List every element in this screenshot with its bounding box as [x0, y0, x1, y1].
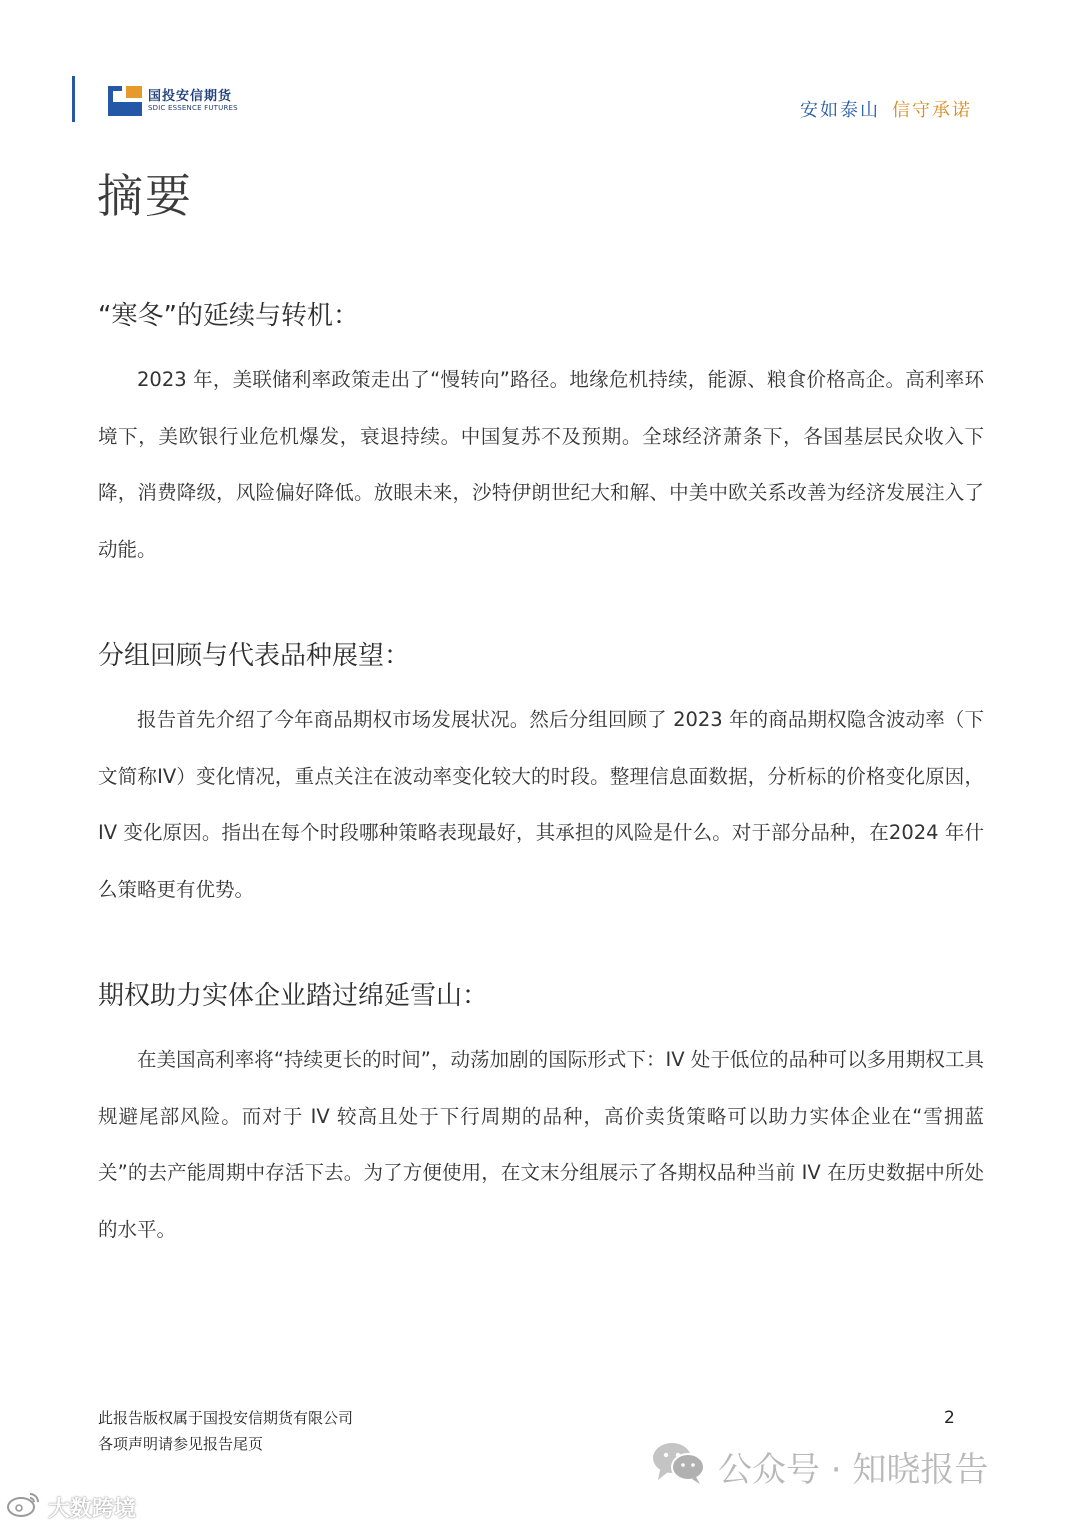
- wechat-watermark: [652, 1440, 988, 1493]
- slogan-part-2: 信守承诺: [892, 100, 972, 121]
- page-number: 2: [944, 1408, 955, 1428]
- section-heading: 分组回顾与代表品种展望：: [98, 641, 411, 671]
- weibo-icon: [6, 1490, 48, 1524]
- slogan-part-1: 安如泰山: [800, 100, 880, 121]
- wechat-watermark-text: 公众号 · 知晓报告: [718, 1450, 989, 1490]
- sdic-logo-icon: [108, 86, 142, 116]
- section-options-help-enterprises: [98, 978, 984, 1258]
- bottom-watermark: [6, 1490, 136, 1524]
- section-body: 报告首先介绍了今年商品期权市场发展状况。然后分组回顾了 2023 年的商品期权隐含波动率（下文简称IV）变化情况，重点关注在波动率变化较大的时段。整理信息面数据，分析标的价格变化原因，IV 变化原因。指出在每个时段哪种策略表现最好，其承担的风险是什么。对于部分品种，在2024 年什么策略更有优势。: [98, 708, 984, 901]
- section-heading: “寒冬”的延续与转机：: [98, 301, 359, 331]
- footer-disclaimer: 各项声明请参见报告尾页: [98, 1435, 264, 1453]
- section-heading: 期权助力实体企业踏过绵延雪山：: [98, 981, 489, 1011]
- section-group-review: [98, 638, 984, 918]
- logo-english-name: SDIC ESSENCE FUTURES: [148, 104, 238, 112]
- logo-chinese-name: 国投安信期货: [148, 89, 233, 104]
- page-title: 摘要: [97, 169, 193, 223]
- footer-notice: [98, 1405, 353, 1457]
- header-vertical-rule: [72, 76, 75, 122]
- bottom-watermark-text: 大数跨境: [48, 1496, 137, 1522]
- wechat-icon: [652, 1440, 718, 1493]
- section-body: 2023 年，美联储利率政策走出了“慢转向”路径。地缘危机持续，能源、粮食价格高企。高利率环境下，美欧银行业危机爆发，衰退持续。中国复苏不及预期。全球经济萧条下，各国基层民众收入下降，消费降级，风险偏好降低。放眼未来，沙特伊朗世纪大和解、中美中欧关系改善为经济发展注入了动能。: [98, 368, 984, 561]
- footer-copyright: 此报告版权属于国投安信期货有限公司: [98, 1409, 354, 1427]
- section-body: 在美国高利率将“持续更长的时间”，动荡加剧的国际形式下：IV 处于低位的品种可以多用期权工具规避尾部风险。而对于 IV 较高且处于下行周期的品种，高价卖货策略可以助力实体企业在“雪拥蓝关”的去产能周期中存活下去。为了方便使用，在文末分组展示了各期权品种当前 IV 在历史数据中所处的水平。: [98, 1048, 984, 1241]
- company-logo: [108, 84, 238, 118]
- header-slogan: [800, 96, 972, 122]
- section-winter-continuation: [98, 298, 984, 578]
